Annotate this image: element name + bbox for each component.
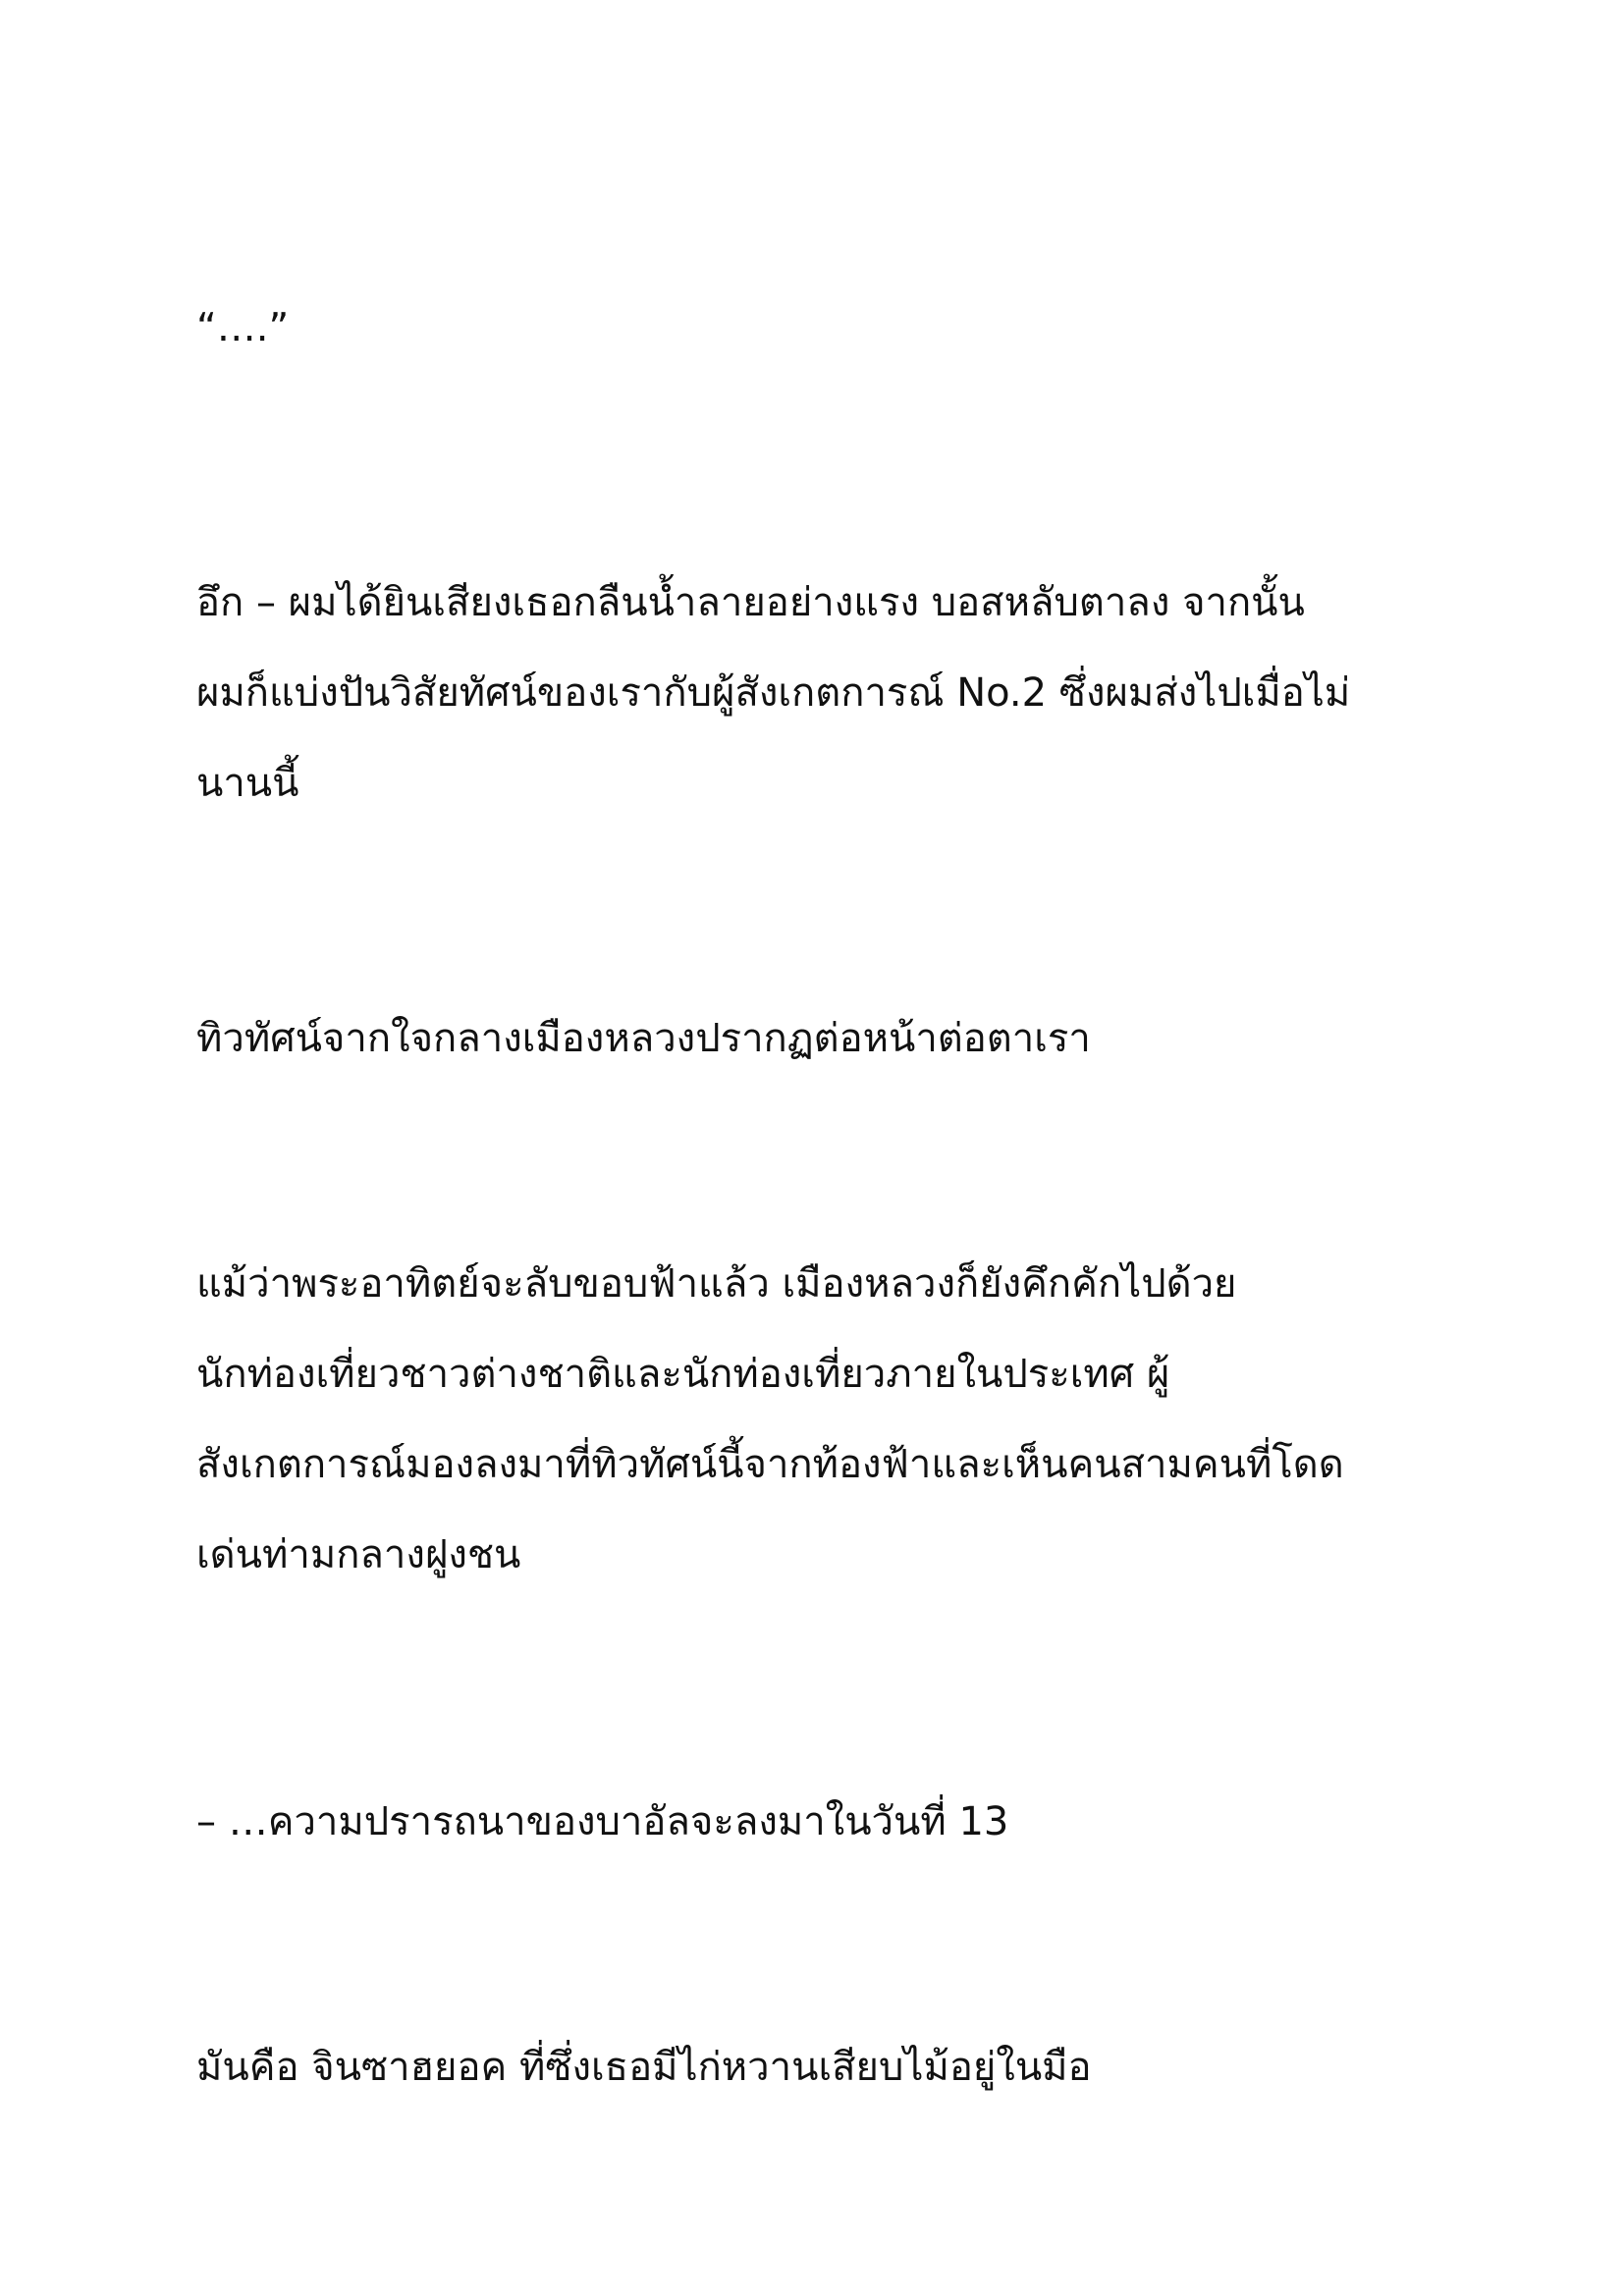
paragraph-line: แม้ว่าพระอาทิตย์จะลับขอบฟ้าแล้ว เมืองหลวงก็ยังคึกคักไปด้วย [196,1261,1237,1307]
paragraph-line: เด่นท่ามกลางฝูงชน [196,1532,521,1577]
paragraph-line: – …ความปรารถนาของบาอัลจะลงมาในวันที่ 13 [196,1799,1009,1844]
paragraph-line: นักท่องเที่ยวชาวต่างชาติและนักท่องเที่ยวภายในประเทศ ผู้ [196,1352,1170,1397]
paragraph-4 [196,1239,1473,1600]
paragraph-1 [196,283,1473,373]
paragraph-5 [196,1777,1473,1867]
paragraph-line: สังเกตการณ์มองลงมาที่ทิวทัศน์นี้จากท้องฟ้าและเห็นคนสามคนที่โดด [196,1442,1344,1487]
paragraph-line: “….” [196,305,290,350]
paragraph-6 [196,2022,1473,2112]
paragraph-2 [196,558,1473,828]
paragraph-line: ผมก็แบ่งปันวิสัยทัศน์ของเรากับผู้สังเกตการณ์ No.2 ซึ่งผมส่งไปเมื่อไม่ [196,670,1351,716]
paragraph-line: นานนี้ [196,761,299,806]
paragraph-3 [196,993,1473,1084]
paragraph-line: อึก – ผมได้ยินเสียงเธอกลืนน้ำลายอย่างแรง บอสหลับตาลง จากนั้น [196,580,1305,625]
paragraph-line: มันคือ จินซาฮยอค ที่ซึ่งเธอมีไก่หวานเสียบไม้อยู่ในมือ [196,2045,1092,2090]
paragraph-line: ทิวทัศน์จากใจกลางเมืองหลวงปรากฏต่อหน้าต่อตาเรา [196,1016,1091,1061]
